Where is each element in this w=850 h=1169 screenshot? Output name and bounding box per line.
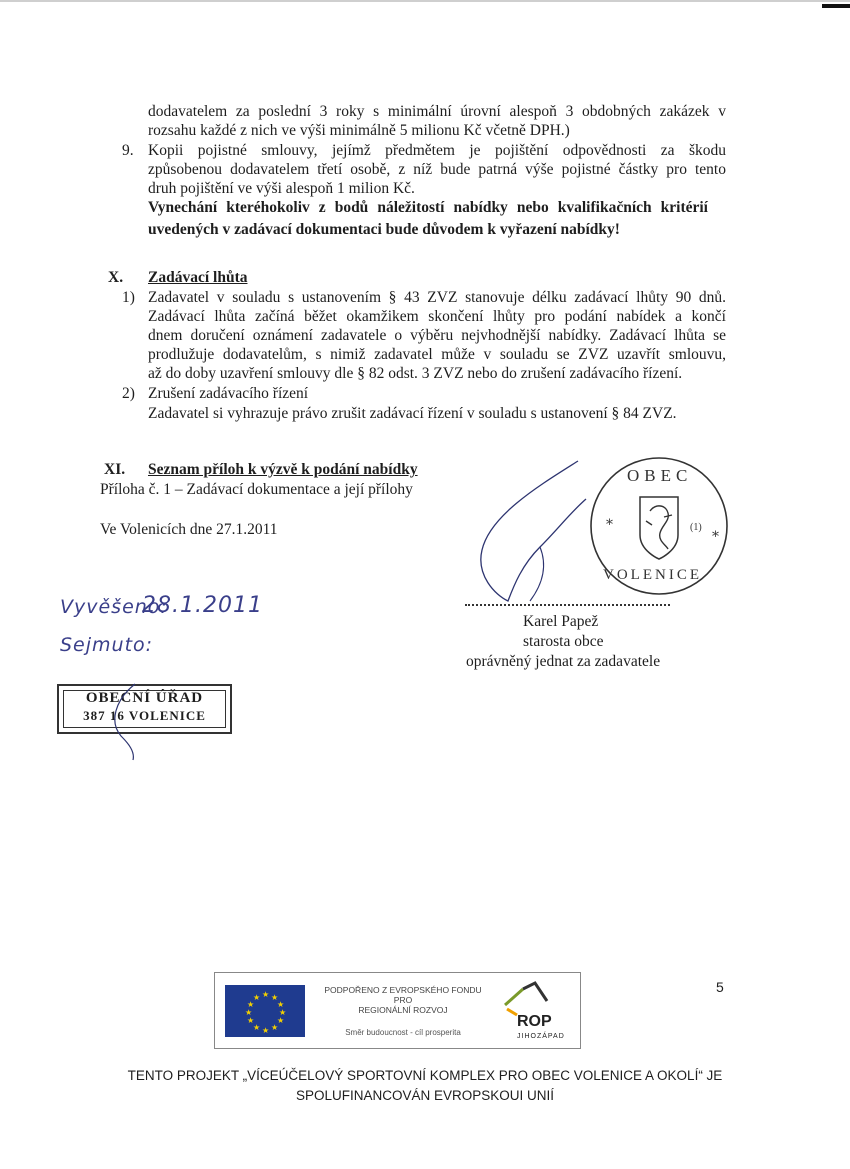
- svg-text:★: ★: [277, 1000, 285, 1009]
- paragraph-line: až do doby uzavření smlouvy dle § 82 odst. 3 ZVZ nebo do zrušení zadávacího řízení.: [148, 365, 683, 382]
- signature: [470, 455, 595, 605]
- list-marker: 1): [122, 289, 135, 306]
- list-marker: 2): [122, 385, 135, 402]
- handwritten-removed-label: Sejmuto:: [60, 634, 154, 656]
- continuation-line: rozsahu každé z nich ve výši minimálně 5 milionu Kč včetně DPH.): [148, 122, 570, 139]
- warning-text: Vynechání kteréhokoliv z bodů náležitostí nabídky nebo kvalifikačních kritérií: [148, 199, 708, 216]
- eu-funding-logo: [214, 972, 581, 1049]
- svg-text:★: ★: [253, 1023, 261, 1032]
- scan-edge: [0, 0, 850, 2]
- signatory-authority: oprávněný jednat za zadavatele: [466, 653, 661, 670]
- attachment-line: Příloha č. 1 – Zadávací dokumentace a její přílohy: [100, 481, 413, 498]
- signatory-name: Karel Papež: [523, 613, 599, 630]
- rop-text: ROP: [517, 1013, 552, 1030]
- svg-text:*: *: [606, 517, 613, 533]
- paragraph-line: dnem doručení oznámení zadavatele o výběru nejvhodnější nabídky. Zadávací lhůta se: [148, 327, 726, 344]
- eu-stars-icon: [225, 985, 305, 1037]
- continuation-line: dodavatelem za poslední 3 roky s minimální úrovní alespoň 3 obdobných zakázek v: [148, 103, 726, 120]
- stamp-line: OBECNÍ ÚŘAD: [85, 690, 204, 706]
- section-numeral: XI.: [104, 461, 126, 478]
- footer-line: TENTO PROJEKT „VÍCEÚČELOVÝ SPORTOVNÍ KOMPLEX PRO OBEC VOLENICE A OKOLÍ“ JE: [127, 1068, 723, 1083]
- seal-text-top: OBEC: [627, 466, 693, 485]
- item-text: Kopii pojistné smlouvy, jejímž předmětem je pojištění odpovědnosti za škodu: [148, 142, 726, 159]
- page-number: 5: [716, 979, 724, 995]
- svg-text:★: ★: [271, 1023, 279, 1032]
- funding-text: [313, 985, 493, 1015]
- paragraph-line: Zadávací lhůta začíná běžet okamžikem skončení lhůty pro podání nabídek a končí: [148, 308, 726, 325]
- svg-text:★: ★: [279, 1008, 287, 1017]
- stamp-signature: [105, 682, 145, 762]
- svg-text:★: ★: [262, 990, 270, 999]
- warning-text: uvedených v zadávací dokumentaci bude důvodem k vyřazení nabídky!: [148, 221, 620, 238]
- section-title: Seznam příloh k výzvě k podání nabídky: [148, 461, 418, 478]
- section-numeral: X.: [108, 269, 124, 286]
- svg-text:★: ★: [247, 1016, 255, 1025]
- svg-text:★: ★: [245, 1008, 253, 1017]
- item-number: 9.: [122, 142, 134, 159]
- paragraph-line: prodlužuje dodavatelům, s nimiž zadavatel může v souladu se ZVZ uzavřít smlouvu,: [148, 346, 726, 363]
- item-text: způsobenou dodavatelem třetí osobě, z níž bude patrná výše pojistné částky pro tento: [148, 161, 726, 178]
- paragraph-line: Zadavatel si vyhrazuje právo zrušit zadávací řízení v souladu s ustanovení § 84 ZVZ.: [148, 405, 677, 422]
- subsection-heading: Zrušení zadávacího řízení: [148, 385, 309, 402]
- svg-text:★: ★: [277, 1016, 285, 1025]
- footer-line: SPOLUFINANCOVÁN EVROPSKOUI UNIÍ: [295, 1088, 555, 1103]
- rop-subtext: JIHOZÁPAD: [517, 1033, 565, 1040]
- seal-text-bottom: VOLENICE: [603, 567, 702, 583]
- funding-line: REGIONÁLNÍ ROZVOJ: [358, 1005, 448, 1015]
- signature-line: [465, 604, 670, 606]
- section-title: Zadávací lhůta: [148, 269, 248, 286]
- paragraph-line: Zadavatel v souladu s ustanovením § 43 ZVZ stanovuje délku zadávací lhůty 90 dnů.: [148, 289, 726, 306]
- rop-logo: [495, 979, 575, 1045]
- item-text: druh pojištění ve výši alespoň 1 milion Kč.: [148, 180, 415, 197]
- handwritten-posted-label: Vyvěšeno:: [60, 596, 168, 618]
- signatory-role: starosta obce: [523, 633, 604, 650]
- scan-mark: [822, 4, 850, 8]
- funding-line: PODPOŘENO Z EVROPSKÉHO FONDU: [324, 985, 482, 995]
- stamp-line: 387 16 VOLENICE: [83, 708, 206, 723]
- handwritten-posted-date: 28.1.2011: [142, 593, 263, 618]
- svg-text:★: ★: [262, 1026, 270, 1035]
- funding-tagline: Směr budoucnost - cíl prosperita: [345, 1028, 461, 1037]
- svg-text:★: ★: [247, 1000, 255, 1009]
- funding-line: PRO: [393, 995, 413, 1005]
- seal-number: (1): [690, 522, 702, 533]
- eu-flag-icon: [225, 985, 305, 1037]
- svg-text:*: *: [712, 529, 719, 545]
- svg-text:★: ★: [253, 993, 261, 1002]
- place-date: Ve Volenicích dne 27.1.2011: [100, 521, 278, 538]
- svg-text:★: ★: [271, 993, 279, 1002]
